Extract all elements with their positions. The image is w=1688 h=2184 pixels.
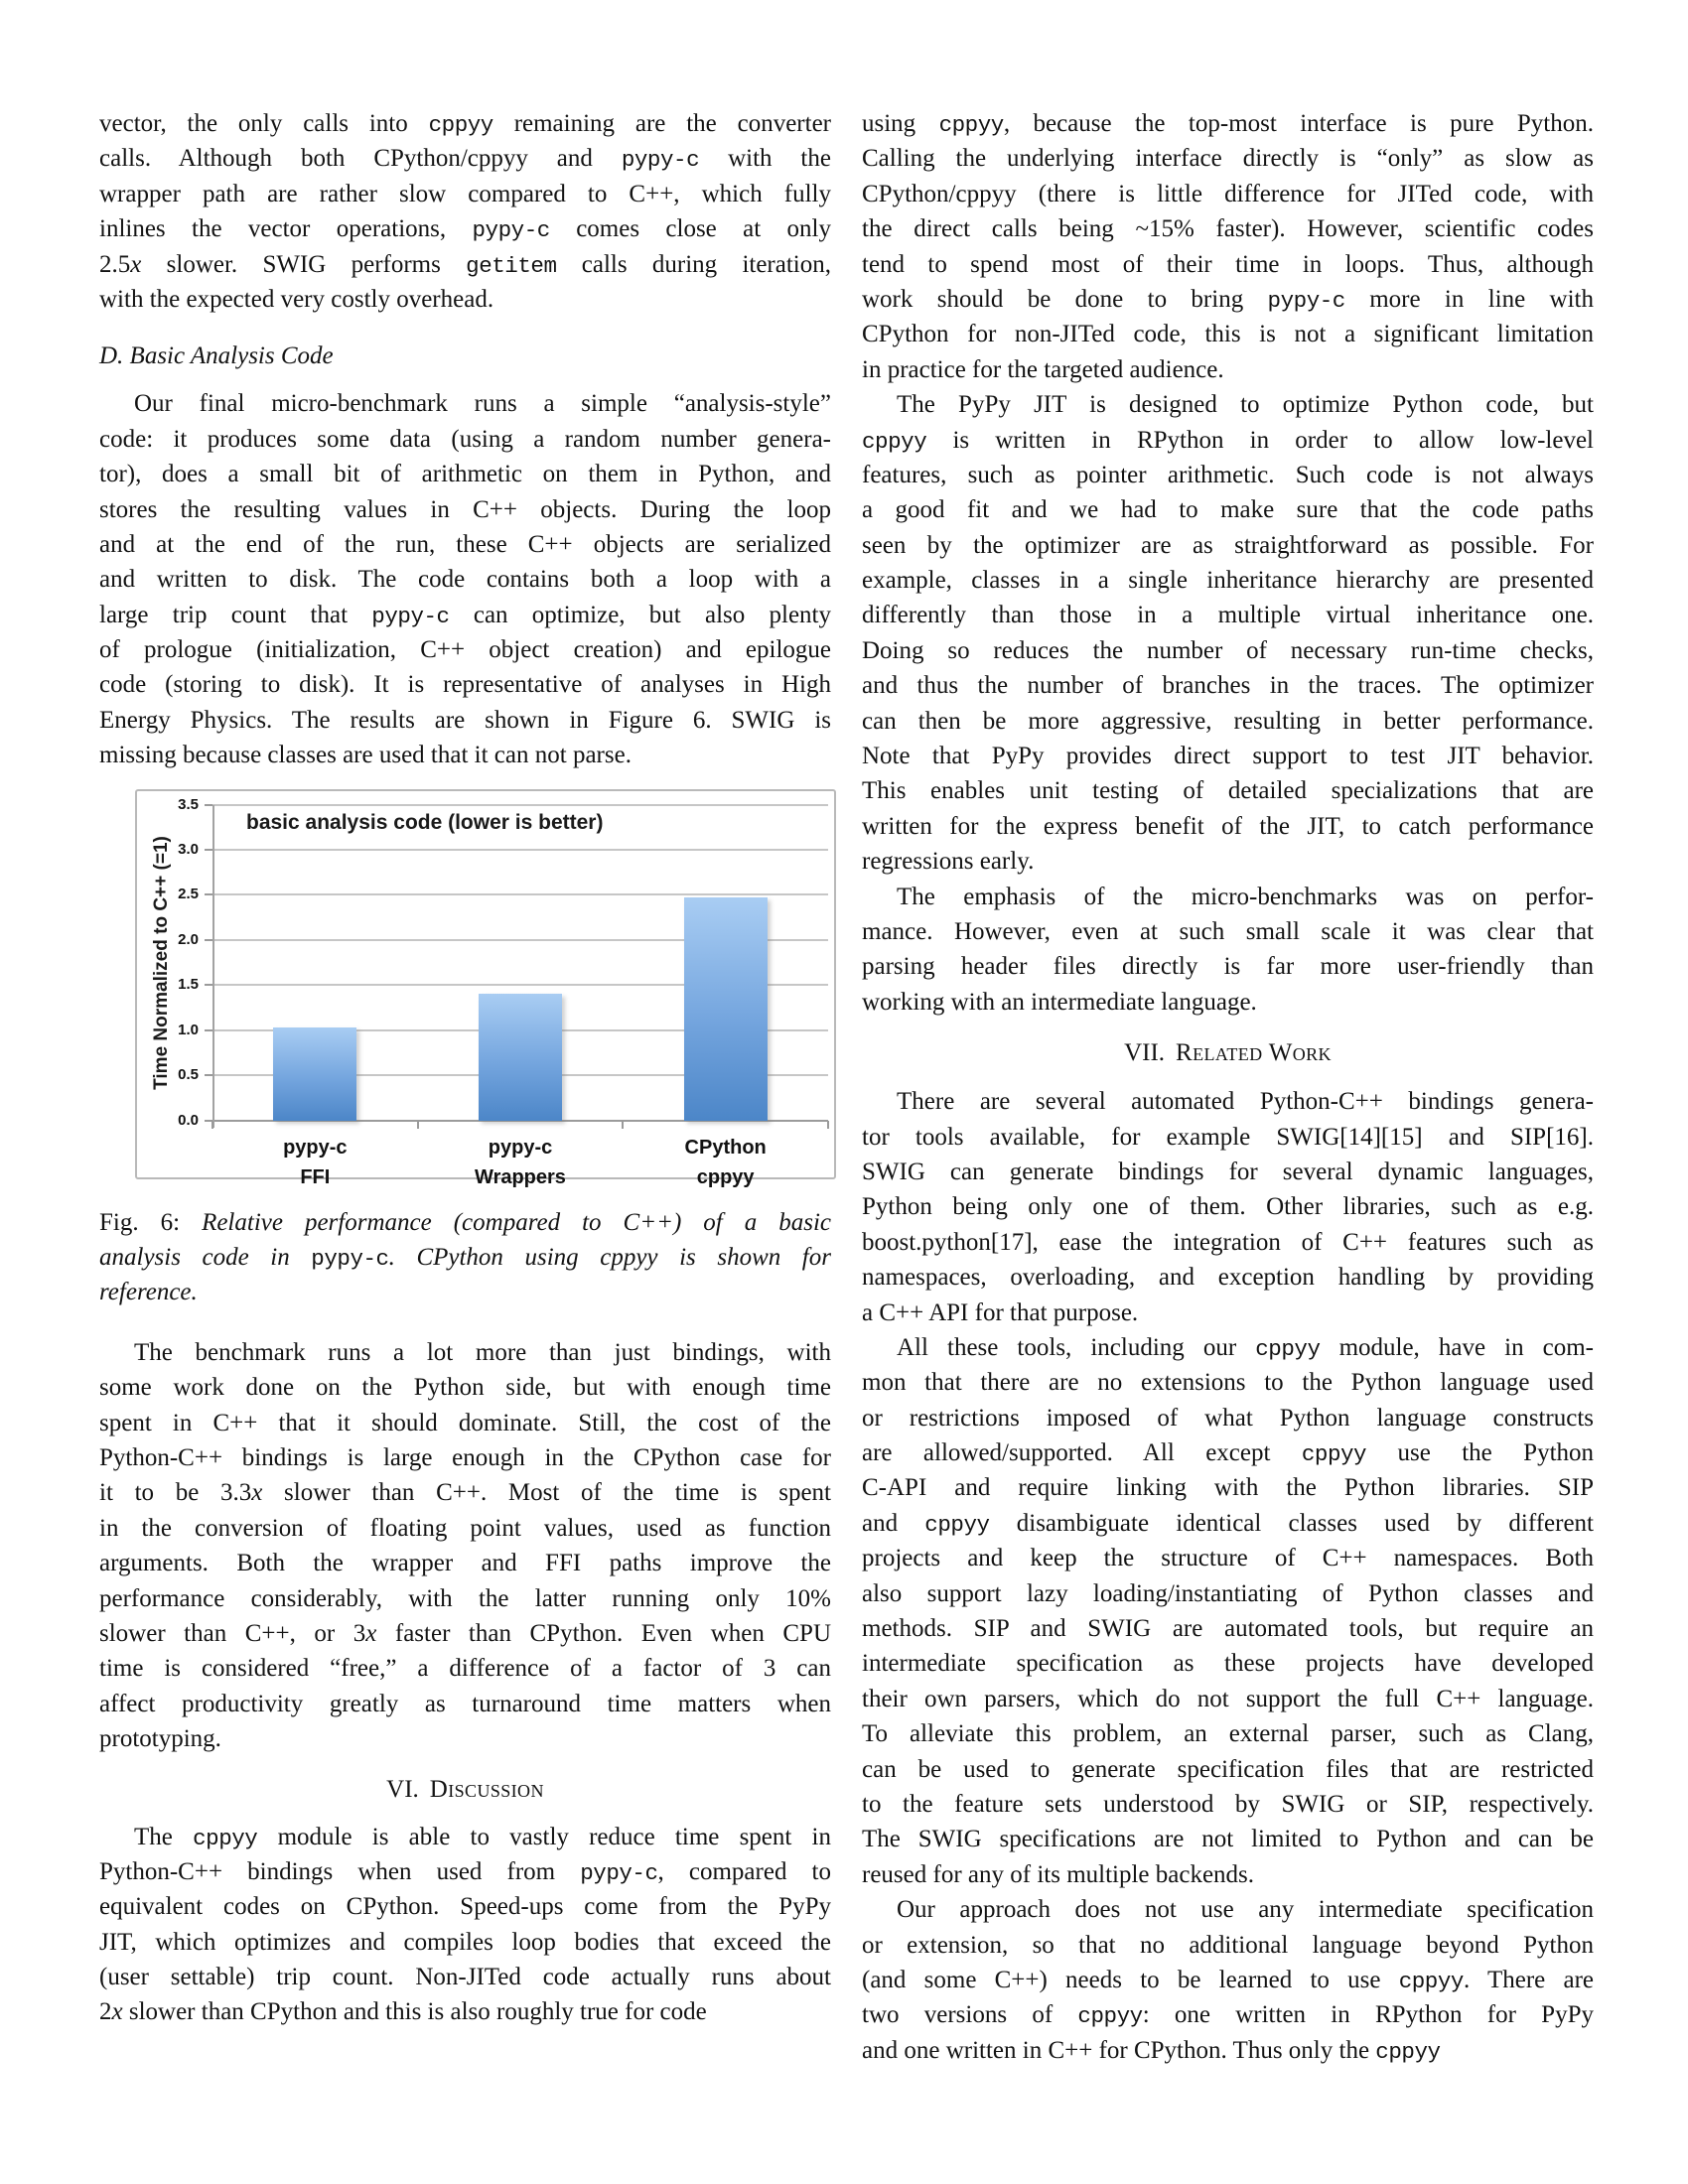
text-line: arguments. Both the wrapper and FFI paths improve the [99,1550,831,1577]
text-line: it to be 3.3x slower than C++. Most of the time is spent [99,1479,832,1507]
text-line: mon that there are no extensions to the Python language used [862,1369,1594,1397]
text-line: (user settable) trip count. Non-JITed code actually runs about [99,1964,831,1991]
y-tick [205,1029,212,1031]
text-line: to the feature sets understood by SWIG or SIP, respectively. [862,1790,1594,1818]
text-line: work should be done to bring pypy-c more in line with [862,285,1595,314]
section-heading-discussion [99,1772,831,1807]
text-line: Our final micro-benchmark runs a simple “analysis-style” [134,390,831,418]
section-heading-related-work [862,1035,1594,1070]
text-line: and one written in C++ for CPython. Thus only the cppyy [862,2036,1441,2065]
paragraph [862,106,1594,387]
text-line: a C++ API for that purpose. [862,1298,1139,1326]
y-tick [205,1074,212,1076]
text-line: example, classes in a single inheritance hierarchy are presented [862,567,1594,595]
x-category-label-line: Wrappers [475,1165,566,1188]
text-line: or extension, so that no additional language beyond Python [862,1931,1594,1959]
text-line: Note that PyPy provides direct support to test JIT behavior. [862,743,1594,770]
chart-title: basic analysis code (lower is better) [246,810,604,834]
text-line: reused for any of its multiple backends. [862,1860,1255,1888]
y-tick [205,893,212,895]
x-tick [417,1121,419,1129]
text-line: of prologue (initialization, C++ object creation) and epilogue [99,636,831,664]
x-tick [827,1121,829,1129]
text-line: Fig. 6: Relative performance (compared to C++) of a basic [99,1208,832,1236]
text-line: The SWIG specifications are not limited to Python and can be [862,1826,1594,1853]
y-tick [205,849,212,851]
text-line: performance considerably, with the latter running only 10% [99,1584,831,1612]
text-line: cppyy is written in RPython in order to allow low-level [862,426,1594,455]
text-line: and cppyy disambiguate identical classes used by different [862,1509,1594,1538]
text-line: differently than those in a multiple virtual inheritance one. [862,602,1594,629]
text-line: are allowed/supported. All except cppyy use the Python [862,1439,1595,1468]
x-category-label [636,1133,815,1192]
text-line: and thus the number of branches in the traces. The optimizer [862,672,1594,700]
text-line: tend to spend most of their time in loops. Thus, although [862,250,1594,278]
text-line: The cppyy module is able to vastly reduce time spent in [134,1823,831,1851]
text-line: using cppyy, because the top-most interface is pure Python. [862,110,1594,138]
text-line: written for the express benefit of the JIT, to catch performance [862,812,1594,840]
x-category-label [225,1133,404,1192]
text-line: missing because classes are used that it can not parse. [99,742,632,769]
text-line: analysis code in pypy-c. CPython using cppyy is shown for [99,1244,831,1273]
text-line: C-API and require linking with the Python libraries. SIP [862,1474,1594,1502]
text-line: CPython/cppyy (there is little difference for JITed code, with [862,180,1594,207]
y-tick [205,939,212,941]
text-line: Python-C++ bindings is large enough in the CPython case for [99,1443,831,1471]
x-category-label-line: FFI [300,1165,331,1188]
y-tick-label: 2.0 [178,930,199,948]
y-tick-label: 3.5 [178,795,199,813]
text-line: parsing header files directly is far more user-friendly than [862,953,1594,981]
text-line: and at the end of the run, these C++ objects are serialized [99,530,831,558]
text-line: spent in C++ that it should dominate. Still, the cost of the [99,1409,831,1436]
y-tick-label: 3.0 [178,841,199,859]
text-line: also support lazy loading/instantiating of Python classes and [862,1579,1594,1607]
text-line: Energy Physics. The results are shown in Figure 6. SWIG is [99,706,831,734]
x-tick [622,1121,624,1129]
gridline [212,849,828,851]
paragraph [99,386,831,772]
text-line: methods. SIP and SWIG are automated tools, but require an [862,1615,1594,1643]
text-line: wrapper path are rather slow compared to C++, which fully [99,180,831,207]
text-line: seen by the optimizer are as straightforward as possible. For [862,531,1594,559]
text-line: prototyping. [99,1725,221,1753]
text-line: Calling the underlying interface directly is “only” as slow as [862,145,1594,173]
y-axis-line [212,805,214,1128]
text-line: equivalent codes on CPython. Speed-ups come from the PyPy [99,1893,831,1921]
text-line: The emphasis of the micro-benchmarks was on perfor- [897,883,1594,910]
y-tick-label: 2.5 [178,886,199,903]
text-line: The PyPy JIT is designed to optimize Python code, but [897,391,1594,419]
text-line: affect productivity greatly as turnaround time matters when [99,1690,831,1717]
text-line: JIT, which optimizes and compiles loop bodies that exceed the [99,1928,831,1956]
text-line: time is considered “free,” a difference of a factor of 3 can [99,1655,831,1683]
text-line: with the expected very costly overhead. [99,285,494,313]
text-line: CPython for non-JITed code, this is not a significant limitation [862,321,1594,348]
text-line: The benchmark runs a lot more than just bindings, with [134,1338,831,1366]
text-line: 2x slower than CPython and this is also roughly true for code [99,1998,707,2026]
y-tick-label: 0.5 [178,1066,199,1084]
text-line: This enables unit testing of detailed specializations that are [862,777,1594,805]
y-tick-label: 1.5 [178,976,199,994]
y-tick-label: 1.0 [178,1021,199,1038]
text-line: All these tools, including our cppyy module, have in com- [897,1333,1594,1362]
text-line: code (storing to disk). It is representative of analyses in High [99,671,831,699]
text-line: in practice for the targeted audience. [862,355,1224,383]
bar-cpython-cppyy [684,897,768,1120]
text-line: 2.5x slower. SWIG performs getitem calls during iteration, [99,250,831,279]
text-line: boost.python[17], ease the integration of C++ features such as [862,1228,1594,1256]
bar-pypy-c-wrappers [479,994,562,1120]
text-line: inlines the vector operations, pypy-c comes close at only [99,215,831,244]
text-line: in the conversion of floating point values, used as function [99,1514,831,1542]
text-line: two versions of cppyy: one written in RPython for PyPy [862,2001,1594,2030]
text-line: calls. Although both CPython/cppyy and pypy-c with the [99,145,831,174]
y-tick-label: 0.0 [178,1111,199,1129]
text-line: Doing so reduces the number of necessary run-time checks, [862,636,1594,664]
text-line: code: it produces some data (using a random number genera- [99,425,831,453]
text-line: projects and keep the structure of C++ namespaces. Both [862,1545,1594,1572]
left-column [99,106,831,2030]
y-axis-title: Time Normalized to C++ (=1) [151,835,172,1090]
paragraph [99,106,831,317]
text-line: There are several automated Python-C++ bindings genera- [897,1088,1594,1116]
x-category-label-line: CPython [684,1136,767,1159]
paragraph [862,1084,1594,1330]
text-line: tor), does a small bit of arithmetic on them in Python, and [99,461,831,488]
text-line: and written to disk. The code contains both a loop with a [99,566,831,594]
text-line: features, such as pointer arithmetic. Such code is not always [862,461,1594,488]
figure6-bar-chart [135,789,836,1188]
text-line: mance. However, even at such small scale it was clear that [862,917,1594,945]
x-category-label-line: pypy-c [488,1136,553,1159]
subsection-heading-basic-analysis-code: D. Basic Analysis Code [99,342,334,370]
text-line: slower than C++, or 3x faster than CPython. Even when CPU [99,1619,832,1647]
right-column [862,106,1594,2068]
paragraph [862,880,1594,1021]
x-category-label-line: cppyy [696,1165,755,1188]
text-line: Our approach does not use any intermediate specification [897,1896,1594,1924]
text-line: large trip count that pypy-c can optimize, but also plenty [99,601,831,629]
paragraph [862,1330,1594,1892]
text-line: or restrictions imposed of what Python language constructs [862,1404,1594,1432]
text-line: the direct calls being ~15% faster). However, scientific codes [862,215,1594,243]
gridline [212,893,828,895]
gridline [212,804,828,806]
text-line: intermediate specification as these projects have developed [862,1650,1594,1678]
text-line: can then be more aggressive, resulting in better performance. [862,707,1594,735]
section-title: Related Work [1176,1039,1332,1067]
text-line: a good fit and we had to make sure that the code paths [862,496,1594,524]
section-numeral: VI. [386,1775,419,1803]
text-line: SWIG can generate bindings for several dynamic languages, [862,1158,1594,1185]
text-line: namespaces, overloading, and exception handling by providing [862,1264,1594,1292]
y-tick [205,804,212,806]
text-line: vector, the only calls into cppyy remaining are the converter [99,110,831,138]
text-line: regressions early. [862,848,1035,876]
section-title: Discussion [429,1775,544,1803]
text-line: stores the resulting values in C++ objects. During the loop [99,495,831,523]
text-line: tor tools available, for example SWIG[14][15] and SIP[16]. [862,1123,1594,1151]
figure-caption [99,1205,831,1310]
paragraph [99,1820,831,2030]
text-line: can be used to generate specification files that are restricted [862,1755,1594,1783]
text-line: working with an intermediate language. [862,988,1257,1016]
text-line: (and some C++) needs to be learned to use cppyy. There are [862,1966,1595,1994]
text-line: their own parsers, which do not support the full C++ language. [862,1685,1594,1712]
paragraph [99,1335,831,1757]
section-numeral: VII. [1124,1039,1166,1067]
text-line: Python being only one of them. Other libraries, such as e.g. [862,1193,1594,1221]
x-category-label [431,1133,610,1192]
figure-6 [99,789,831,1310]
bar-pypy-c-ffi [273,1027,356,1121]
paragraph [862,1892,1594,2068]
y-tick [205,984,212,986]
text-line: some work done on the Python side, but with enough time [99,1374,831,1402]
text-line: reference. [99,1279,198,1306]
text-line: To alleviate this problem, an external parser, such as Clang, [862,1720,1594,1748]
paragraph [862,387,1594,879]
x-tick [211,1121,213,1129]
x-category-label-line: pypy-c [283,1136,348,1159]
text-line: Python-C++ bindings when used from pypy-c, compared to [99,1857,831,1886]
